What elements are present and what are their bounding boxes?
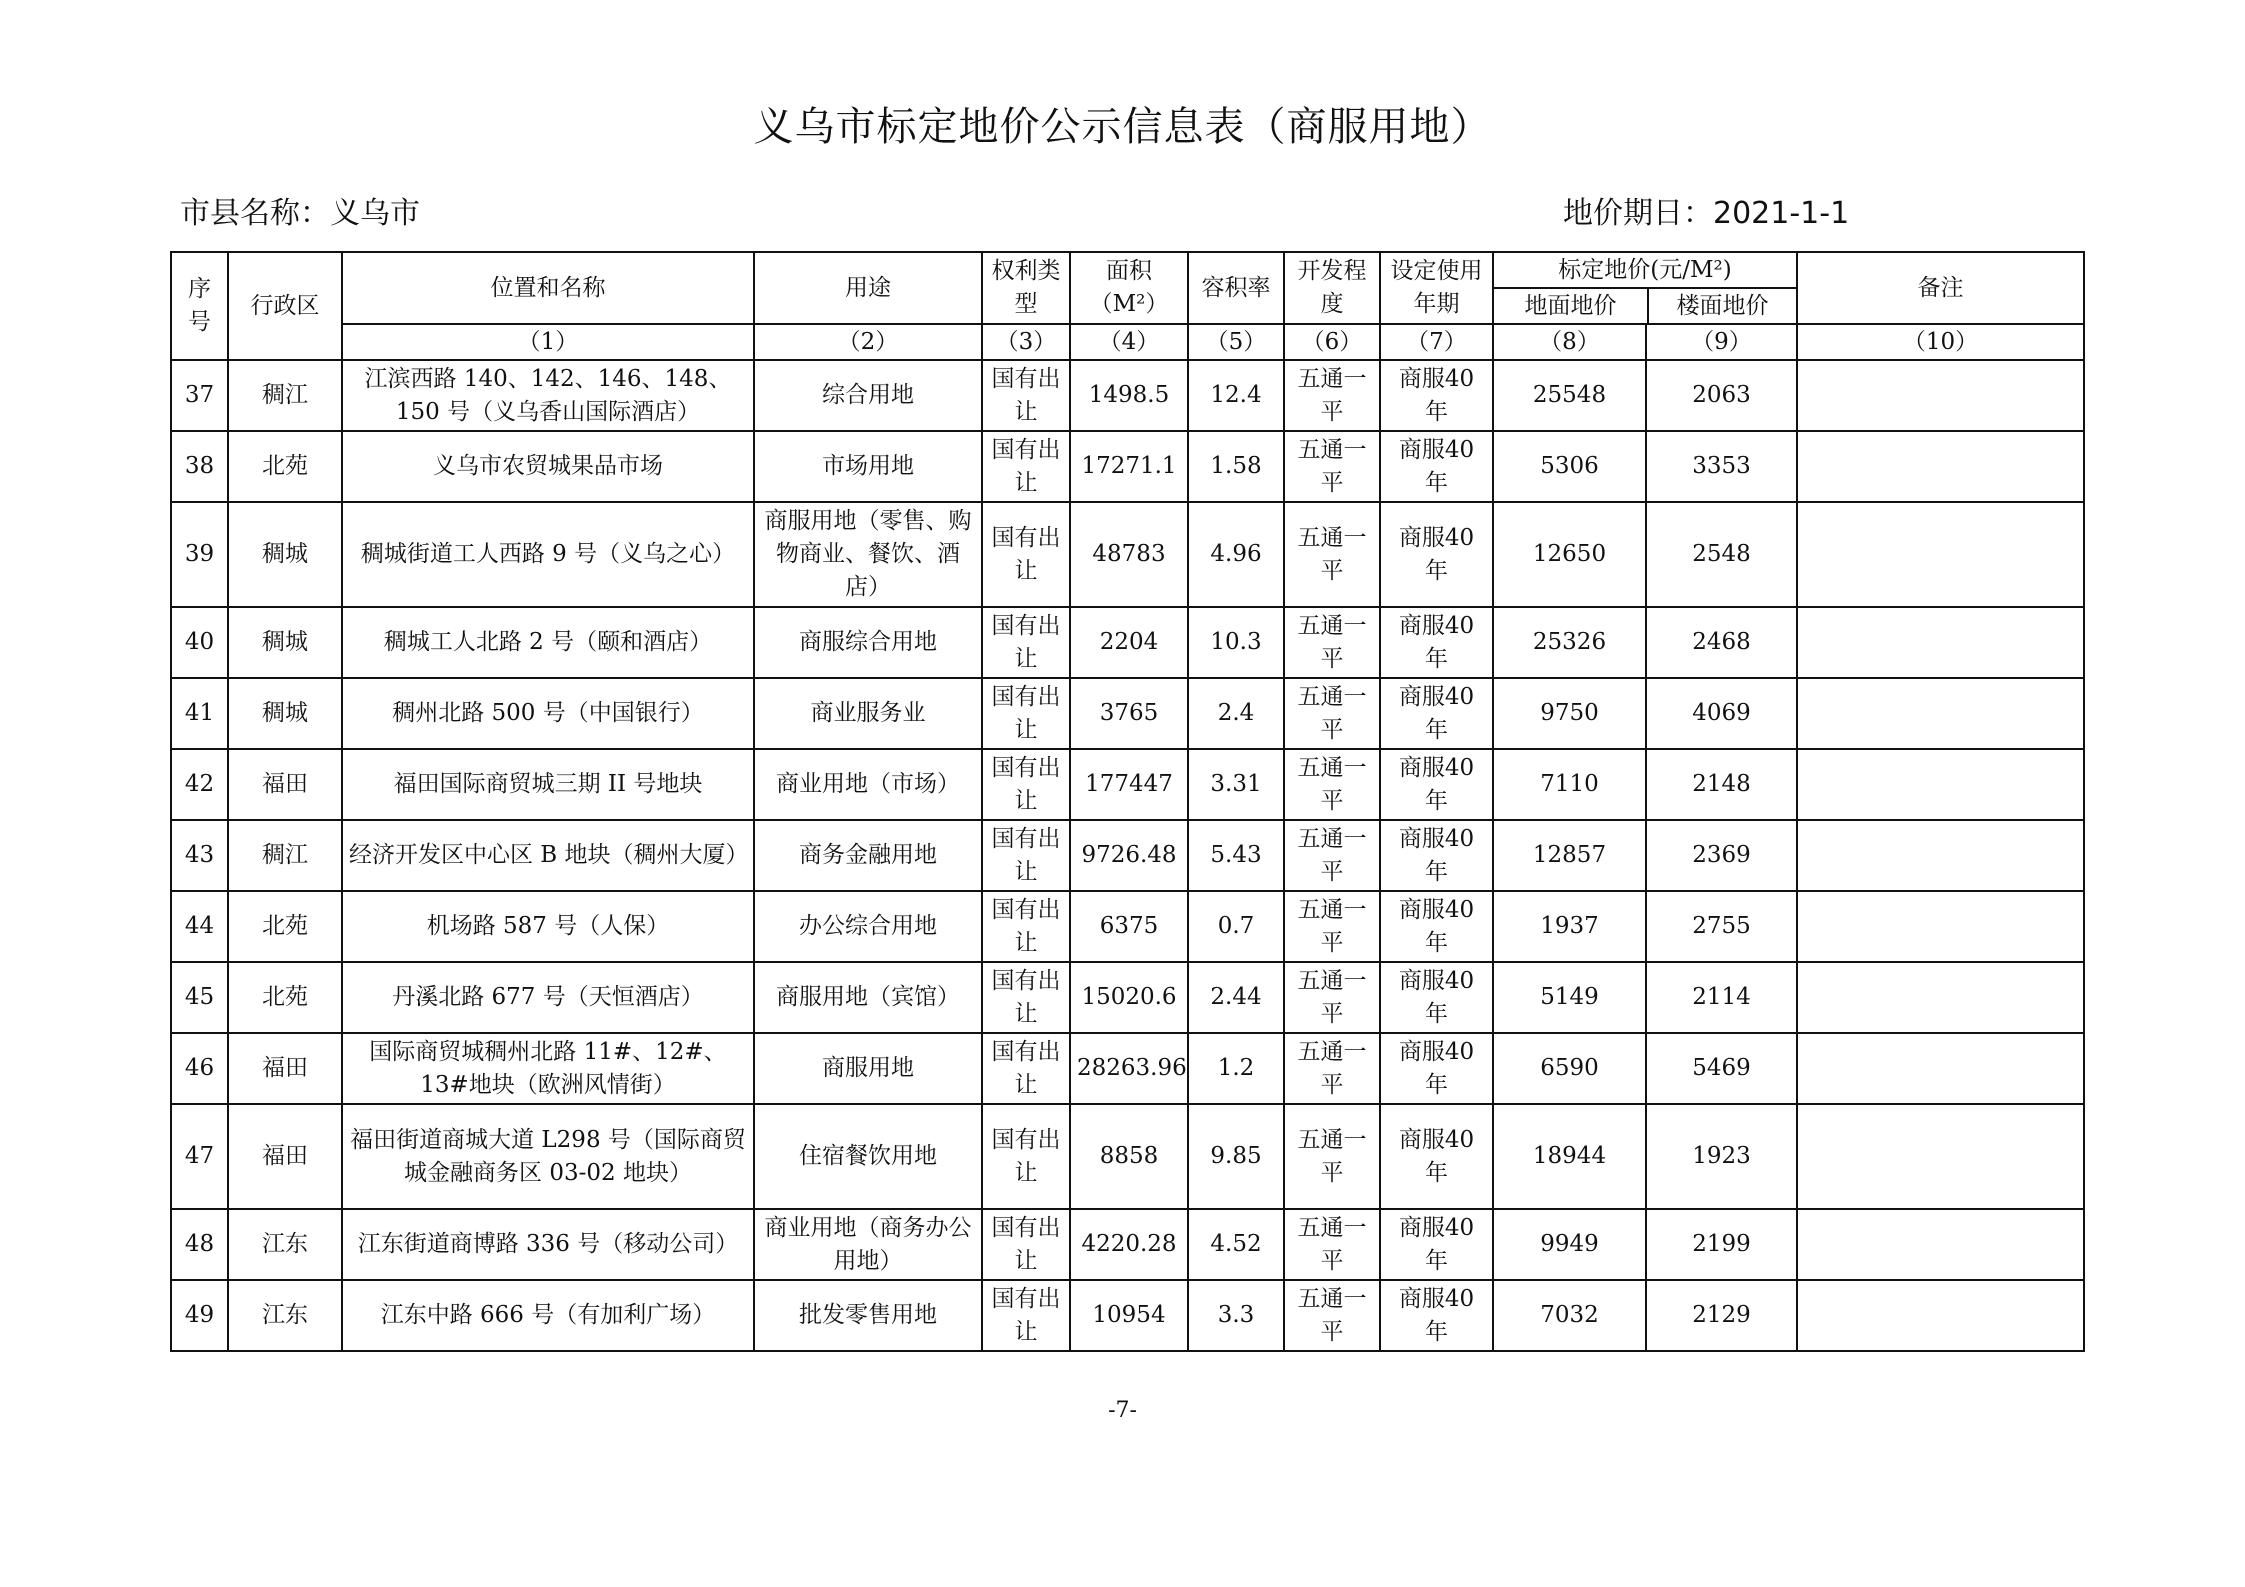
cell-remark: [1797, 1104, 2084, 1209]
table-row: [171, 891, 2084, 962]
header-price-group: [1493, 252, 1797, 324]
code-cell: （2）: [754, 324, 982, 360]
cell-area: 177447: [1070, 749, 1188, 820]
cell-use: 商服综合用地: [754, 607, 982, 678]
cell-dev: 五通一平: [1284, 1104, 1380, 1209]
cell-seq: 41: [171, 678, 228, 749]
cell-land-price: 25548: [1493, 360, 1646, 431]
cell-land-price: 25326: [1493, 607, 1646, 678]
cell-remark: [1797, 431, 2084, 502]
cell-land-price: 5149: [1493, 962, 1646, 1033]
cell-ratio: 4.52: [1188, 1209, 1284, 1280]
cell-district: 稠江: [228, 360, 342, 431]
cell-use: 商服用地: [754, 1033, 982, 1104]
cell-rights: 国有出让: [982, 360, 1070, 431]
cell-use: 商服用地（零售、购物商业、餐饮、酒店）: [754, 502, 982, 607]
cell-dev: 五通一平: [1284, 431, 1380, 502]
cell-location: 稠城街道工人西路 9 号（义乌之心）: [342, 502, 754, 607]
header-area: 面积（M²）: [1070, 252, 1188, 324]
cell-remark: [1797, 1280, 2084, 1351]
cell-dev: 五通一平: [1284, 1280, 1380, 1351]
cell-seq: 46: [171, 1033, 228, 1104]
cell-term: 商服40 年: [1380, 962, 1493, 1033]
cell-remark: [1797, 360, 2084, 431]
cell-dev: 五通一平: [1284, 607, 1380, 678]
cell-use: 市场用地: [754, 431, 982, 502]
cell-district: 江东: [228, 1209, 342, 1280]
cell-district: 北苑: [228, 431, 342, 502]
cell-use: 商业用地（商务办公用地）: [754, 1209, 982, 1280]
county-label: 市县名称：义乌市: [180, 196, 420, 231]
cell-term: 商服40 年: [1380, 1209, 1493, 1280]
header-term: 设定使用年期: [1380, 252, 1493, 324]
cell-floor-price: 3353: [1646, 431, 1797, 502]
cell-ratio: 0.7: [1188, 891, 1284, 962]
cell-ratio: 5.43: [1188, 820, 1284, 891]
cell-term: 商服40 年: [1380, 607, 1493, 678]
cell-floor-price: 2199: [1646, 1209, 1797, 1280]
table-row: [171, 1104, 2084, 1209]
cell-land-price: 5306: [1493, 431, 1646, 502]
code-cell: （8）: [1493, 324, 1646, 360]
code-cell: （3）: [982, 324, 1070, 360]
cell-use: 商业服务业: [754, 678, 982, 749]
cell-district: 稠城: [228, 607, 342, 678]
cell-seq: 49: [171, 1280, 228, 1351]
cell-location: 福田国际商贸城三期 II 号地块: [342, 749, 754, 820]
cell-land-price: 18944: [1493, 1104, 1646, 1209]
cell-floor-price: 2369: [1646, 820, 1797, 891]
cell-floor-price: 2129: [1646, 1280, 1797, 1351]
cell-location: 江滨西路 140、142、146、148、150 号（义乌香山国际酒店）: [342, 360, 754, 431]
cell-location: 江东中路 666 号（有加利广场）: [342, 1280, 754, 1351]
cell-district: 北苑: [228, 962, 342, 1033]
cell-floor-price: 4069: [1646, 678, 1797, 749]
cell-district: 福田: [228, 749, 342, 820]
cell-location: 稠州北路 500 号（中国银行）: [342, 678, 754, 749]
header-location: 位置和名称: [342, 252, 754, 324]
cell-dev: 五通一平: [1284, 891, 1380, 962]
cell-remark: [1797, 1033, 2084, 1104]
cell-district: 稠江: [228, 820, 342, 891]
cell-use: 商服用地（宾馆）: [754, 962, 982, 1033]
cell-rights: 国有出让: [982, 607, 1070, 678]
cell-area: 1498.5: [1070, 360, 1188, 431]
cell-land-price: 6590: [1493, 1033, 1646, 1104]
cell-term: 商服40 年: [1380, 431, 1493, 502]
code-cell: （6）: [1284, 324, 1380, 360]
cell-rights: 国有出让: [982, 502, 1070, 607]
cell-dev: 五通一平: [1284, 1033, 1380, 1104]
cell-ratio: 9.85: [1188, 1104, 1284, 1209]
cell-ratio: 4.96: [1188, 502, 1284, 607]
cell-land-price: 9750: [1493, 678, 1646, 749]
cell-rights: 国有出让: [982, 678, 1070, 749]
cell-area: 4220.28: [1070, 1209, 1188, 1280]
cell-location: 机场路 587 号（人保）: [342, 891, 754, 962]
cell-ratio: 10.3: [1188, 607, 1284, 678]
land-price-table: [170, 251, 2085, 1352]
cell-term: 商服40 年: [1380, 1104, 1493, 1209]
header-land-price: 地面地价: [1494, 289, 1649, 323]
cell-term: 商服40 年: [1380, 820, 1493, 891]
cell-area: 2204: [1070, 607, 1188, 678]
code-cell: （4）: [1070, 324, 1188, 360]
cell-floor-price: 2148: [1646, 749, 1797, 820]
cell-land-price: 7110: [1493, 749, 1646, 820]
cell-location: 稠城工人北路 2 号（颐和酒店）: [342, 607, 754, 678]
cell-floor-price: 2063: [1646, 360, 1797, 431]
cell-rights: 国有出让: [982, 891, 1070, 962]
cell-seq: 38: [171, 431, 228, 502]
cell-term: 商服40 年: [1380, 360, 1493, 431]
cell-district: 江东: [228, 1280, 342, 1351]
header-district: 行政区: [228, 252, 342, 360]
cell-rights: 国有出让: [982, 962, 1070, 1033]
cell-ratio: 2.4: [1188, 678, 1284, 749]
cell-rights: 国有出让: [982, 1209, 1070, 1280]
cell-dev: 五通一平: [1284, 1209, 1380, 1280]
cell-ratio: 2.44: [1188, 962, 1284, 1033]
page-number: -7-: [1108, 1398, 1137, 1423]
cell-use: 住宿餐饮用地: [754, 1104, 982, 1209]
cell-seq: 45: [171, 962, 228, 1033]
code-cell: （9）: [1646, 324, 1797, 360]
cell-use: 商业用地（市场）: [754, 749, 982, 820]
cell-remark: [1797, 891, 2084, 962]
cell-location: 国际商贸城稠州北路 11#、12#、13#地块（欧洲风情街）: [342, 1033, 754, 1104]
cell-rights: 国有出让: [982, 749, 1070, 820]
header-price-group-title: 标定地价(元/M²): [1494, 253, 1796, 289]
cell-floor-price: 5469: [1646, 1033, 1797, 1104]
cell-seq: 40: [171, 607, 228, 678]
page-title: 义乌市标定地价公示信息表（商服用地）: [753, 104, 1492, 150]
cell-location: 福田街道商城大道 L298 号（国际商贸城金融商务区 03-02 地块）: [342, 1104, 754, 1209]
cell-district: 福田: [228, 1104, 342, 1209]
header-remark: 备注: [1797, 252, 2084, 324]
cell-ratio: 3.3: [1188, 1280, 1284, 1351]
cell-remark: [1797, 820, 2084, 891]
cell-seq: 44: [171, 891, 228, 962]
cell-term: 商服40 年: [1380, 678, 1493, 749]
code-cell: （7）: [1380, 324, 1493, 360]
cell-remark: [1797, 749, 2084, 820]
cell-use: 办公综合用地: [754, 891, 982, 962]
header-seq: 序号: [171, 252, 228, 360]
cell-ratio: 1.58: [1188, 431, 1284, 502]
cell-rights: 国有出让: [982, 431, 1070, 502]
cell-dev: 五通一平: [1284, 502, 1380, 607]
cell-floor-price: 2755: [1646, 891, 1797, 962]
cell-use: 综合用地: [754, 360, 982, 431]
cell-rights: 国有出让: [982, 820, 1070, 891]
table-row: [171, 678, 2084, 749]
cell-seq: 42: [171, 749, 228, 820]
cell-area: 28263.96: [1070, 1033, 1188, 1104]
table-row: [171, 1280, 2084, 1351]
cell-ratio: 3.31: [1188, 749, 1284, 820]
cell-rights: 国有出让: [982, 1280, 1070, 1351]
cell-floor-price: 2114: [1646, 962, 1797, 1033]
cell-floor-price: 2548: [1646, 502, 1797, 607]
code-cell: （10）: [1797, 324, 2084, 360]
cell-term: 商服40 年: [1380, 891, 1493, 962]
cell-term: 商服40 年: [1380, 1280, 1493, 1351]
table-row: [171, 607, 2084, 678]
cell-floor-price: 1923: [1646, 1104, 1797, 1209]
cell-location: 义乌市农贸城果品市场: [342, 431, 754, 502]
cell-seq: 37: [171, 360, 228, 431]
code-cell: （5）: [1188, 324, 1284, 360]
cell-dev: 五通一平: [1284, 962, 1380, 1033]
table-row: [171, 820, 2084, 891]
cell-district: 福田: [228, 1033, 342, 1104]
cell-district: 稠城: [228, 678, 342, 749]
cell-area: 48783: [1070, 502, 1188, 607]
table-row: [171, 502, 2084, 607]
cell-term: 商服40 年: [1380, 1033, 1493, 1104]
cell-seq: 39: [171, 502, 228, 607]
cell-ratio: 12.4: [1188, 360, 1284, 431]
cell-location: 丹溪北路 677 号（天恒酒店）: [342, 962, 754, 1033]
cell-area: 17271.1: [1070, 431, 1188, 502]
cell-remark: [1797, 1209, 2084, 1280]
cell-area: 15020.6: [1070, 962, 1188, 1033]
cell-dev: 五通一平: [1284, 360, 1380, 431]
cell-district: 稠城: [228, 502, 342, 607]
cell-area: 9726.48: [1070, 820, 1188, 891]
header-rights: 权利类型: [982, 252, 1070, 324]
cell-remark: [1797, 962, 2084, 1033]
table-row: [171, 962, 2084, 1033]
table-row: [171, 749, 2084, 820]
header-use: 用途: [754, 252, 982, 324]
cell-land-price: 12650: [1493, 502, 1646, 607]
cell-location: 江东街道商博路 336 号（移动公司）: [342, 1209, 754, 1280]
cell-area: 8858: [1070, 1104, 1188, 1209]
cell-land-price: 1937: [1493, 891, 1646, 962]
cell-remark: [1797, 678, 2084, 749]
table-row: [171, 1033, 2084, 1104]
cell-term: 商服40 年: [1380, 749, 1493, 820]
table-row: [171, 360, 2084, 431]
cell-rights: 国有出让: [982, 1033, 1070, 1104]
code-cell: （1）: [342, 324, 754, 360]
table-row: [171, 431, 2084, 502]
cell-area: 6375: [1070, 891, 1188, 962]
cell-dev: 五通一平: [1284, 749, 1380, 820]
table-row: [171, 1209, 2084, 1280]
cell-use: 批发零售用地: [754, 1280, 982, 1351]
cell-dev: 五通一平: [1284, 678, 1380, 749]
cell-seq: 43: [171, 820, 228, 891]
cell-land-price: 9949: [1493, 1209, 1646, 1280]
cell-floor-price: 2468: [1646, 607, 1797, 678]
cell-use: 商务金融用地: [754, 820, 982, 891]
cell-area: 10954: [1070, 1280, 1188, 1351]
cell-seq: 47: [171, 1104, 228, 1209]
cell-term: 商服40 年: [1380, 502, 1493, 607]
header-ratio: 容积率: [1188, 252, 1284, 324]
cell-rights: 国有出让: [982, 1104, 1070, 1209]
cell-remark: [1797, 502, 2084, 607]
cell-seq: 48: [171, 1209, 228, 1280]
cell-land-price: 12857: [1493, 820, 1646, 891]
cell-location: 经济开发区中心区 B 地块（稠州大厦）: [342, 820, 754, 891]
header-dev: 开发程度: [1284, 252, 1380, 324]
cell-land-price: 7032: [1493, 1280, 1646, 1351]
header-floor-price: 楼面地价: [1676, 293, 1769, 319]
cell-remark: [1797, 607, 2084, 678]
cell-district: 北苑: [228, 891, 342, 962]
cell-area: 3765: [1070, 678, 1188, 749]
cell-dev: 五通一平: [1284, 820, 1380, 891]
valuation-date-label: 地价期日：2021-1-1: [1563, 196, 1850, 231]
cell-ratio: 1.2: [1188, 1033, 1284, 1104]
